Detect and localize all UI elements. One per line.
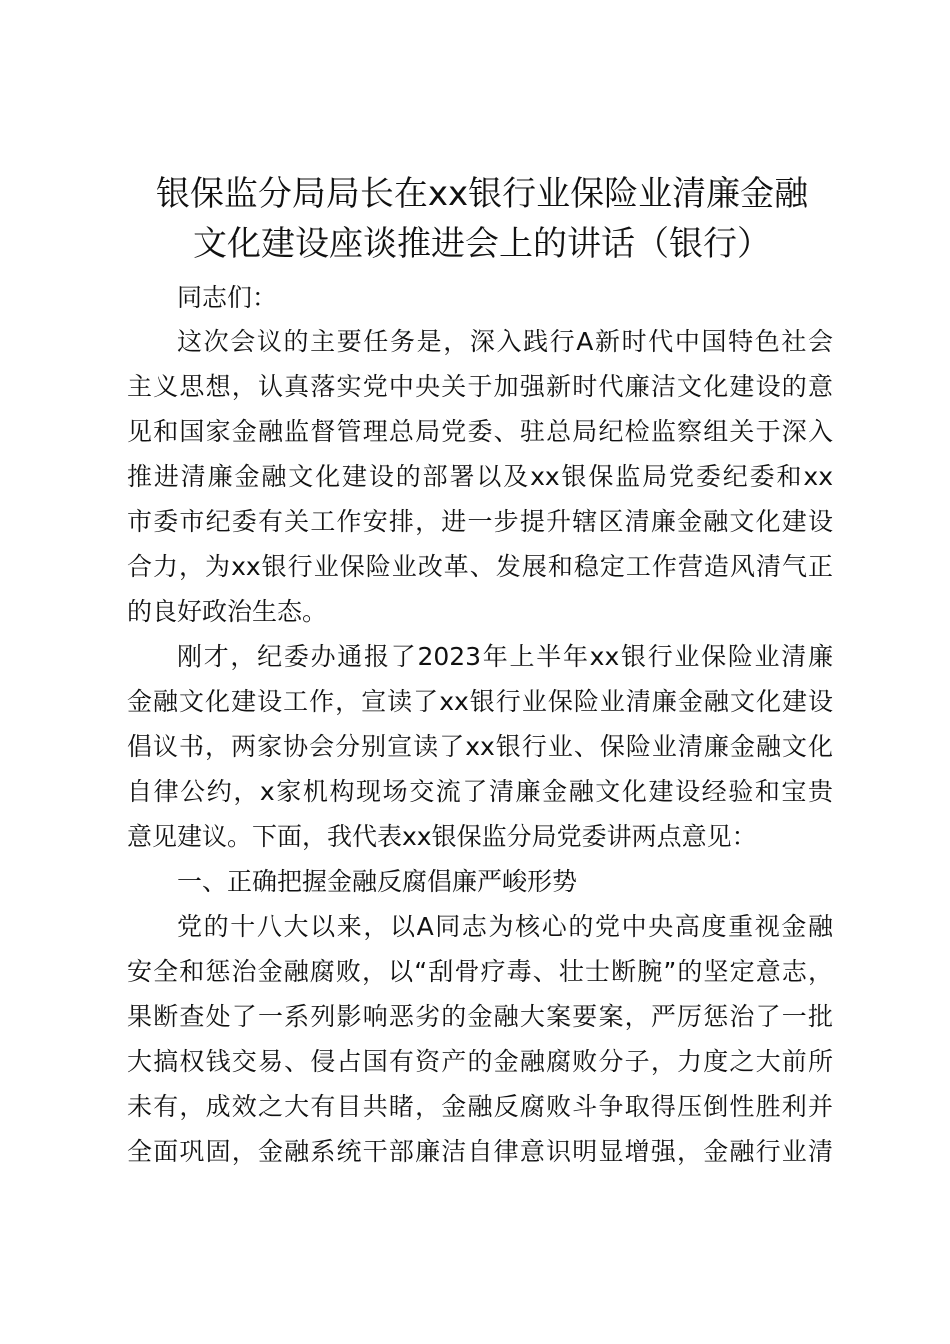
paragraph-2-line: 意见建议。下面，我代表xx银保监分局党委讲两点意见： <box>127 822 757 851</box>
paragraph-3-line: 安全和惩治金融腐败，以“刮骨疗毒、壮士断腕”的坚定意志， <box>127 957 833 986</box>
document-title-line-1: 银保监分局局长在xx银行业保险业清廉金融 <box>155 174 809 214</box>
paragraph-1-line: 见和国家金融监督管理总局党委、驻总局纪检监察组关于深入 <box>127 417 833 446</box>
paragraph-3-line: 大搞权钱交易、侵占国有资产的金融腐败分子，力度之大前所 <box>127 1047 833 1076</box>
paragraph-1-line: 的良好政治生态。 <box>127 597 328 626</box>
paragraph-1-line: 合力，为xx银行业保险业改革、发展和稳定工作营造风清气正 <box>127 552 833 581</box>
paragraph-1-line: 主义思想，认真落实党中央关于加强新时代廉洁文化建设的意 <box>127 372 833 401</box>
paragraph-3-line: 党的十八大以来，以A同志为核心的党中央高度重视金融 <box>177 912 833 941</box>
paragraph-2-line: 自律公约，x家机构现场交流了清廉金融文化建设经验和宝贵 <box>127 777 833 806</box>
paragraph-1-line: 这次会议的主要任务是，深入践行A新时代中国特色社会 <box>177 327 833 356</box>
document-title-line-2: 文化建设座谈推进会上的讲话（银行） <box>193 224 771 264</box>
paragraph-2-line: 倡议书，两家协会分别宣读了xx银行业、保险业清廉金融文化 <box>127 732 833 761</box>
section-heading-1: 一、正确把握金融反腐倡廉严峻形势 <box>177 867 578 896</box>
salutation: 同志们： <box>177 283 278 312</box>
paragraph-2-line: 刚才，纪委办通报了2023年上半年xx银行业保险业清廉 <box>177 642 833 671</box>
paragraph-3-line: 全面巩固，金融系统干部廉洁自律意识明显增强，金融行业清 <box>127 1137 833 1166</box>
paragraph-1-line: 市委市纪委有关工作安排，进一步提升辖区清廉金融文化建设 <box>127 507 833 536</box>
paragraph-1-line: 推进清廉金融文化建设的部署以及xx银保监局党委纪委和xx <box>127 462 833 491</box>
paragraph-3-line: 果断查处了一系列影响恶劣的金融大案要案，严厉惩治了一批 <box>127 1002 833 1031</box>
paragraph-2-line: 金融文化建设工作，宣读了xx银行业保险业清廉金融文化建设 <box>127 687 833 716</box>
paragraph-3-line: 未有，成效之大有目共睹，金融反腐败斗争取得压倒性胜利并 <box>127 1092 833 1121</box>
